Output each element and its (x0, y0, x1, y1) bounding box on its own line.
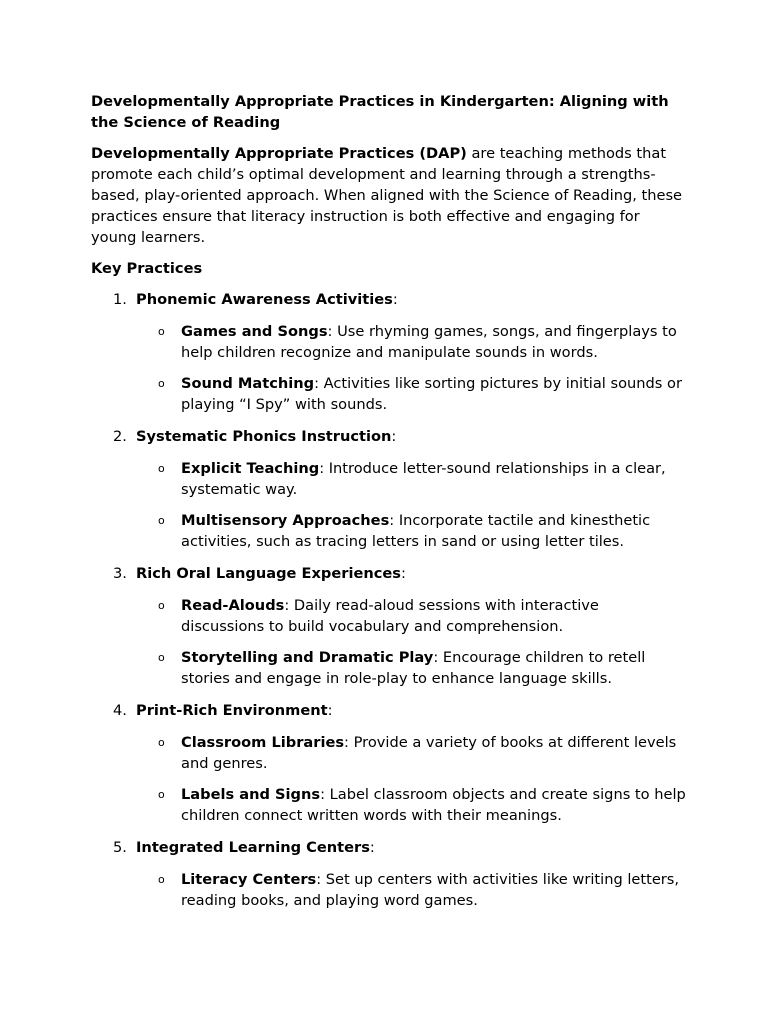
sub-list (136, 458, 686, 552)
sub-term: Games and Songs (181, 323, 328, 340)
practice-item (91, 426, 686, 552)
practice-heading (136, 837, 686, 858)
sub-text: : Introduce letter-sound relationships in a clear, systematic way. (181, 460, 666, 498)
bullet-icon: o (158, 599, 165, 612)
sub-item (136, 510, 686, 552)
sub-list (136, 595, 686, 689)
sub-list (136, 869, 686, 911)
practice-number: 4. (113, 702, 127, 719)
sub-text: : Set up centers with activities like writing letters, reading books, and playing word games. (181, 871, 680, 909)
bullet-icon: o (158, 736, 165, 749)
practice-title: Phonemic Awareness Activities (136, 291, 393, 308)
practice-heading (136, 563, 686, 584)
bullet-icon: o (158, 377, 165, 390)
intro-paragraph (91, 143, 686, 248)
practice-item (91, 700, 686, 826)
practice-suffix: : (369, 839, 375, 856)
sub-item (136, 458, 686, 500)
sub-text: : Label classroom objects and create signs to help children connect written words with their meanings. (181, 786, 686, 824)
sub-item (136, 732, 686, 774)
intro-text: are teaching methods that promote each child’s optimal development and learning through a strengths-based, play-oriented approach. When aligned with the Science of Reading, these practices ensure that literacy instruction is both effective and engaging for young learners. (91, 145, 683, 246)
sub-text: : Incorporate tactile and kinesthetic activities, such as tracing letters in sand or using letter tiles. (181, 512, 651, 550)
sub-term: Sound Matching (181, 375, 315, 392)
sub-text: : Encourage children to retell stories and engage in role-play to enhance language skills. (181, 649, 646, 687)
practice-item (91, 289, 686, 415)
document-page (91, 91, 686, 922)
practice-number: 1. (113, 291, 127, 308)
practice-number: 5. (113, 839, 127, 856)
practice-item (91, 563, 686, 689)
sub-term: Multisensory Approaches (181, 512, 390, 529)
practice-heading (136, 289, 686, 310)
sub-term: Explicit Teaching (181, 460, 320, 477)
bullet-icon: o (158, 651, 165, 664)
sub-term: Labels and Signs (181, 786, 321, 803)
practices-list (91, 289, 686, 911)
sub-item (136, 869, 686, 911)
practice-suffix: : (327, 702, 333, 719)
document-title: Developmentally Appropriate Practices in Kindergarten: Aligning with the Science of Reading (91, 93, 669, 131)
sub-term: Literacy Centers (181, 871, 317, 888)
sub-item (136, 595, 686, 637)
practice-title: Systematic Phonics Instruction (136, 428, 392, 445)
bullet-icon: o (158, 788, 165, 801)
bullet-icon: o (158, 462, 165, 475)
practice-number: 2. (113, 428, 127, 445)
practice-heading (136, 426, 686, 447)
bullet-icon: o (158, 514, 165, 527)
sub-item (136, 784, 686, 826)
practice-suffix: : (401, 565, 406, 582)
intro-bold-term: Developmentally Appropriate Practices (DAP) (91, 145, 467, 162)
practice-title: Rich Oral Language Experiences (136, 565, 401, 582)
sub-text: : Daily read-aloud sessions with interactive discussions to build vocabulary and comprehension. (181, 597, 599, 635)
sub-text: : Provide a variety of books at different levels and genres. (181, 734, 677, 772)
sub-list (136, 732, 686, 826)
practice-title: Print-Rich Environment (136, 702, 328, 719)
practice-suffix: : (391, 428, 397, 445)
bullet-icon: o (158, 873, 165, 886)
sub-item (136, 373, 686, 415)
sub-item (136, 321, 686, 363)
bullet-icon: o (158, 325, 165, 338)
sub-text: : Use rhyming games, songs, and fingerplays to help children recognize and manipulate sounds in words. (181, 323, 677, 361)
sub-term: Storytelling and Dramatic Play (181, 649, 434, 666)
sub-term: Classroom Libraries (181, 734, 345, 751)
practice-number: 3. (113, 565, 127, 582)
sub-item (136, 647, 686, 689)
practice-title: Integrated Learning Centers (136, 839, 370, 856)
sub-term: Read-Alouds (181, 597, 285, 614)
sub-text: : Activities like sorting pictures by initial sounds or playing “I Spy” with sounds. (181, 375, 682, 413)
section-heading: Key Practices (91, 260, 203, 277)
sub-list (136, 321, 686, 415)
practice-suffix: : (392, 291, 398, 308)
practice-item (91, 837, 686, 911)
practice-heading (136, 700, 686, 721)
